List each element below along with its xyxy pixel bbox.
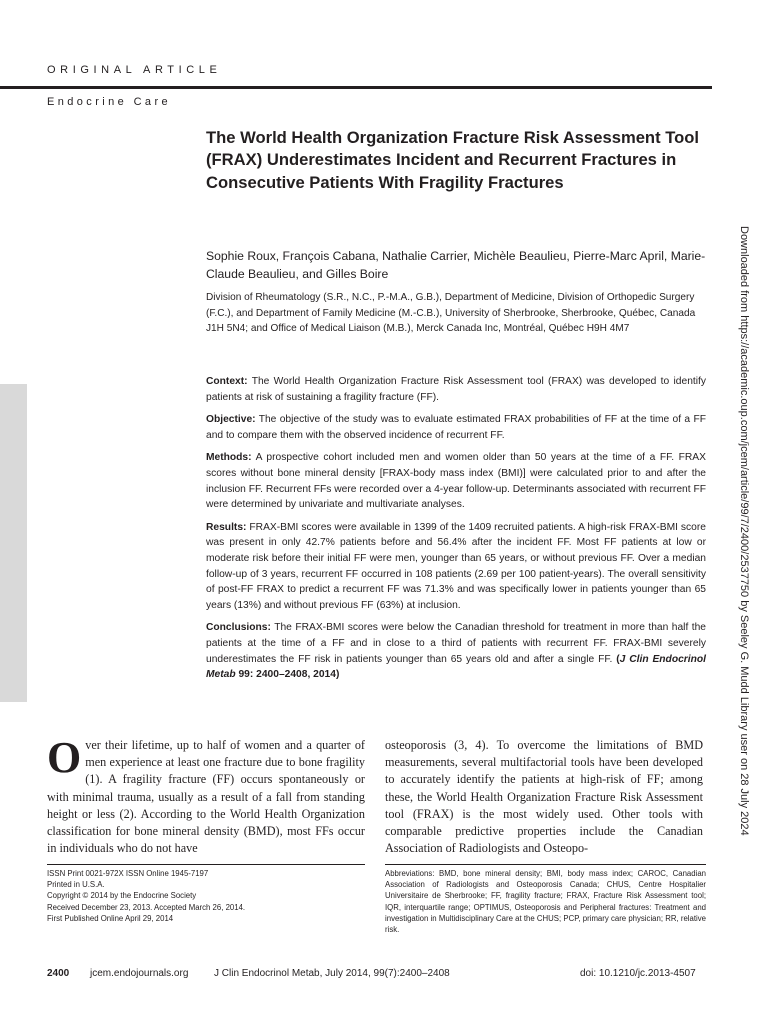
conclusions-text: The FRAX-BMI scores were below the Canadian threshold for treatment in more than half the patients at the time of a FF and in close to a third of patients with recurrent FF. FRAX-BMI severely underestimates the FF risk in patients younger than 65 years old and after a single FF.: [206, 622, 706, 665]
context-label: Context:: [206, 376, 248, 387]
results-text: FRAX-BMI scores were available in 1399 of the 1409 recruited patients. A high-risk FRAX-BMI score was present in only 42.7% patients before and 56.4% after the incident FF. Most FF patients at low or moderate risk before their initial FF were men, younger than 65 years, or without previous FF. Over a median follow-up of 3 years, recurrent FF occurred in 108 patients (2.69 per 100 patient-years). The overall sensitivity of post-FF FRAX to predict a recurrent FF was 71.3% and was specifically lower in patients younger than 65 years (13%) and without previous FF (63%) at inclusion.: [206, 521, 706, 611]
section-label: ORIGINAL ARTICLE: [47, 64, 222, 76]
download-notice: Downloaded from https://academic.oup.com/jcem/article/99/7/2400/2537750 by Seeley G. Mudd Library user on 28 July 2024: [738, 226, 750, 836]
context-text: The World Health Organization Fracture Risk Assessment tool (FRAX) was developed to identify patients at risk of sustaining a fragility fracture (FF).: [206, 376, 706, 403]
footnote-rule-left: [47, 864, 365, 865]
published-line: First Published Online April 29, 2014: [47, 913, 174, 923]
received-line: Received December 23, 2013. Accepted March 26, 2014.: [47, 902, 246, 912]
printed-line: Printed in U.S.A.: [47, 880, 105, 890]
abbreviations-footnote: Abbreviations: BMD, bone mineral density; BMI, body mass index; CAROC, Canadian Association of Radiologists and Osteoporosis Canada; CHUS, Centre Hospitalier Universitaire de Sherbrooke; FF, fragility fracture; FRAX, Fracture Risk Assessment tool; IQR, interquartile range; OPTIMUS, Osteoporosis and Peripheral fractures: Treatment and investigation in Multidisciplinary Care at the CHUS; PCP, primary care physician; RR, relative risk.: [385, 869, 706, 935]
abstract-context: [206, 374, 706, 405]
methods-text: A prospective cohort included men and women older than 50 years at the time of a FF. FRAX scores without bone mineral density [FRAX-body mass index (BMI)] were calculated prior to and after the inclusion FF. Recurrent FFs were recorded over a 4-year follow-up. Determinants associated with recurrent FF were determined by univariate and multivariate analyses.: [206, 452, 706, 511]
footnote-rule-right: [385, 864, 706, 865]
objective-label: Objective:: [206, 414, 256, 426]
author-list: Sophie Roux, François Cabana, Nathalie Carrier, Michèle Beaulieu, Pierre-Marc April, Marie-Claude Beaulieu, and Gilles Boire: [206, 249, 706, 281]
journal-url[interactable]: jcem.endojournals.org: [90, 968, 189, 979]
left-column-text: ver their lifetime, up to half of women and a quarter of men experience at least one fracture due to bone fragility (1). A fragility fracture (FF) occurs spontaneously or with minimal trauma, usually as a result of a fall from standing height or less (2). According to the World Health Organization classification for bone mineral density (BMD), most FFs occur in individuals who do not have: [47, 738, 365, 856]
body-left-column: [47, 733, 365, 857]
affiliations: Division of Rheumatology (S.R., N.C., P.-M.A., G.B.), Department of Medicine, Division of Orthopedic Surgery (F.C.), and Department of Family Medicine (M.-C.B.), University of Sherbrooke, Sherbrooke, Québec, Canada J1H 5N4; and Office of Medical Liaison (M.B.), Merck Canada Inc, Montréal, Québec H9H 4M7: [206, 292, 696, 335]
methods-label: Methods:: [206, 452, 252, 464]
abstract-methods: [206, 450, 706, 512]
publication-info: [47, 868, 365, 924]
dropcap: O: [47, 733, 82, 782]
copyright-line: Copyright © 2014 by the Endocrine Society: [47, 891, 197, 901]
objective-text: The objective of the study was to evaluate estimated FRAX probabilities of FF at the time of a FF and to compare them with the observed incidence of recurrent FF.: [206, 414, 706, 441]
issn-line: ISSN Print 0021-972X ISSN Online 1945-7197: [47, 869, 209, 878]
citation-ref: 99: 2400–2408, 2014): [238, 669, 340, 681]
results-label: Results:: [206, 521, 247, 533]
citation-open: (: [616, 653, 620, 665]
body-right-column: osteoporosis (3, 4). To overcome the limitations of BMD measurements, several multifactorial tools have been developed to accurately identify the patients at high-risk of FF; among these, the World Health Organization Fracture Risk Assessment tool (FRAX) is the most widely used. Other tools with comparable predictive properties include the Canadian Association of Radiologists and Osteopo-: [385, 738, 703, 856]
subsection-label: Endocrine Care: [47, 96, 172, 108]
conclusions-label: Conclusions:: [206, 622, 271, 634]
abstract-conclusions: [206, 620, 706, 682]
citation-journal: J Clin Endocrinol Metab: [206, 653, 706, 681]
article-title: The World Health Organization Fracture Risk Assessment Tool (FRAX) Underestimates Incident and Recurrent Fractures in Consecutive Patients With Fragility Fractures: [206, 128, 699, 192]
abstract-objective: [206, 412, 706, 443]
abstract: [206, 374, 706, 690]
doi-link[interactable]: doi: 10.1210/jc.2013-4507: [580, 968, 696, 979]
journal-citation: J Clin Endocrinol Metab, July 2014, 99(7):2400–2408: [214, 968, 450, 979]
margin-tab: [0, 384, 27, 702]
header-rule: [0, 86, 712, 89]
abstract-results: [206, 520, 706, 614]
page-number: 2400: [47, 968, 70, 979]
